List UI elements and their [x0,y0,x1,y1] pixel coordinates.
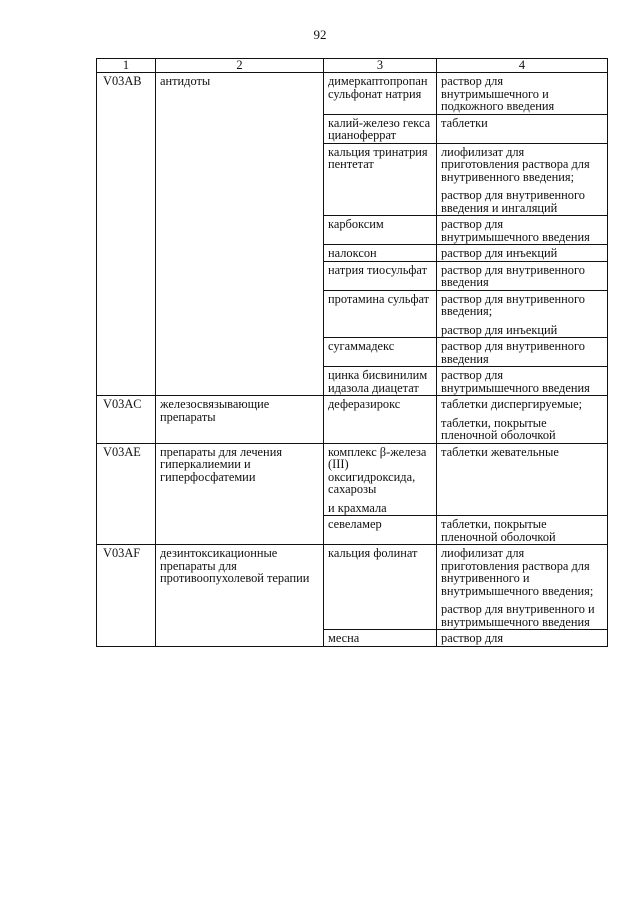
dosage-form: раствор для внутримышечного и подкожного введения [437,73,608,115]
drug-table [96,58,608,647]
drug-name: севеламер [324,516,437,545]
column-number: 1 [97,59,156,73]
drug-name-cell [324,443,437,516]
drug-name: кальция тринатрия пентетат [324,143,437,216]
dosage-form-cell [437,143,608,216]
atc-code: V03AB [97,73,156,396]
drug-name: месна [324,630,437,647]
group-name: дезинтоксикационные препараты для противоопухолевой терапии [156,545,324,647]
drug-name: цинка бисвинилимидазола диацетат [324,367,437,396]
group-name: железосвязывающие препараты [156,396,324,444]
dosage-form: раствор для инъекций [441,322,558,337]
dosage-form: таблетки, покрытые пленочной оболочкой [441,415,556,442]
dosage-form: раствор для внутривенного введения; [441,291,585,318]
table-row [97,73,608,115]
dosage-form: лиофилизат для приготовления раствора для внутривенного введения; [441,144,590,184]
table-row [97,443,608,516]
dosage-form: раствор для внутривенного введения [437,338,608,367]
drug-name: натрия тиосульфат [324,261,437,290]
drug-name: налоксон [324,245,437,262]
dosage-form: раствор для внутривенного введения и ингаляций [441,188,585,215]
column-number: 3 [324,59,437,73]
drug-name-extra: и крахмала [328,500,387,515]
dosage-form: таблетки [437,114,608,143]
column-number: 4 [437,59,608,73]
page-number: 92 [313,27,327,42]
drug-name: карбоксим [324,216,437,245]
dosage-form: таблетки диспергируемые; [441,397,583,411]
dosage-form: раствор для [437,630,608,647]
dosage-form: раствор для внутривенного и внутримышечного введения [441,602,595,629]
dosage-form: лиофилизат для приготовления раствора для внутривенного и внутримышечного введения; [441,546,594,598]
drug-name: калий-железо гексацианоферрат [324,114,437,143]
table-row [97,545,608,630]
dosage-form: раствор для внутримышечного введения [437,216,608,245]
drug-name: комплекс β-железа (III) оксигидроксида, сахарозы [328,444,427,496]
dosage-form: раствор для внутримышечного введения [437,367,608,396]
atc-code: V03AF [97,545,156,647]
dosage-form-cell [437,545,608,630]
dosage-form-cell [437,290,608,338]
drug-name: димеркаптопропансульфонат натрия [324,73,437,115]
column-number-row [97,59,608,73]
drug-name: деферазирокс [324,396,437,444]
drug-name: протамина сульфат [324,290,437,338]
atc-code: V03AE [97,443,156,545]
dosage-form-cell [437,396,608,444]
drug-name: кальция фолинат [324,545,437,630]
atc-code: V03AC [97,396,156,444]
dosage-form: таблетки жевательные [437,443,608,516]
dosage-form: таблетки, покрытые пленочной оболочкой [437,516,608,545]
dosage-form: раствор для внутривенного введения [437,261,608,290]
dosage-form: раствор для инъекций [437,245,608,262]
drug-name: сугаммадекс [324,338,437,367]
group-name: препараты для лечения гиперкалиемии и гиперфосфатемии [156,443,324,545]
column-number: 2 [156,59,324,73]
table-row [97,396,608,444]
group-name: антидоты [156,73,324,396]
